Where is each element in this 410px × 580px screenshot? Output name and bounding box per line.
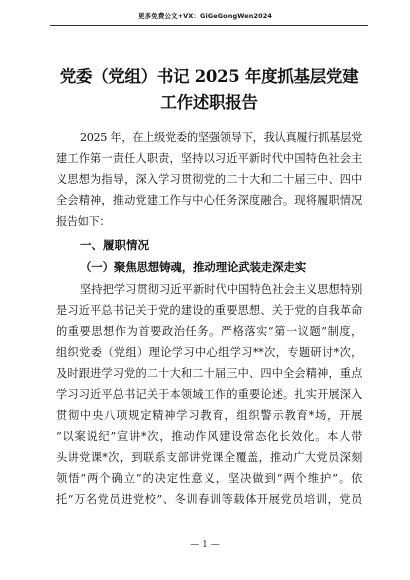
paragraph-line: 头讲党课*次，到联系支部讲党课全覆盖，推动广大党员深刻	[56, 451, 362, 464]
paragraph-line: 贯彻中央八项规定精神学习教育，组织警示教育*场，开展	[56, 409, 362, 422]
intro-line: 建工作第一责任人职责，坚持以习近平新时代中国特色社会主	[56, 152, 362, 165]
intro-line: 报告如下：	[56, 215, 111, 228]
paragraph-line: 领悟“两个确立”的决定性意义，坚决做到“两个维护”。依	[56, 472, 362, 485]
paragraph-line: “以案说纪”宣讲*次，推动作风建设常态化长效化。本人带	[56, 430, 362, 443]
header-watermark: 更多免费公文+VX：GiGeGongWen2024	[138, 12, 272, 20]
paragraph-line: 坚持把学习贯彻习近平新时代中国特色社会主义思想特别	[80, 283, 362, 296]
intro-line: 2025 年，在上级党委的坚强领导下，我认真履行抓基层党	[80, 131, 362, 144]
page-number: — 1 —	[190, 540, 220, 550]
document-title-line-2: 工作述职报告	[160, 93, 258, 112]
intro-line: 全会精神，推动党建工作与中心任务深度融合。现将履职情况	[56, 194, 362, 207]
paragraph-line: 的重要思想作为首要政治任务。严格落实“第一议题”制度，	[56, 325, 362, 338]
header-rule	[50, 25, 368, 26]
paragraph-line: 是习近平总书记关于党的建设的重要思想、关于党的自我革命	[56, 304, 362, 317]
subsection-heading: （一）聚焦思想铸魂，推动理论武装走深走实	[80, 260, 306, 274]
paragraph-line: 及时跟进学习党的二十大和二十届三中、四中全会精神，重点	[56, 367, 362, 380]
section-heading: 一、履职情况	[80, 238, 149, 252]
paragraph-line: 学习习近平总书记关于本领域工作的重要论述。扎实开展深入	[56, 388, 362, 401]
paragraph-line: 托“万名党员进党校”、冬训春训等载体开展党员培训，党员	[56, 493, 362, 506]
intro-line: 义思想为指导，深入学习贯彻党的二十大和二十届三中、四中	[56, 173, 362, 186]
paragraph-line: 组织党委（党组）理论学习中心组学习**次，专题研讨*次，	[56, 346, 362, 359]
document-title-line-1: 党委（党组）书记 2025 年度抓基层党建	[59, 67, 359, 86]
